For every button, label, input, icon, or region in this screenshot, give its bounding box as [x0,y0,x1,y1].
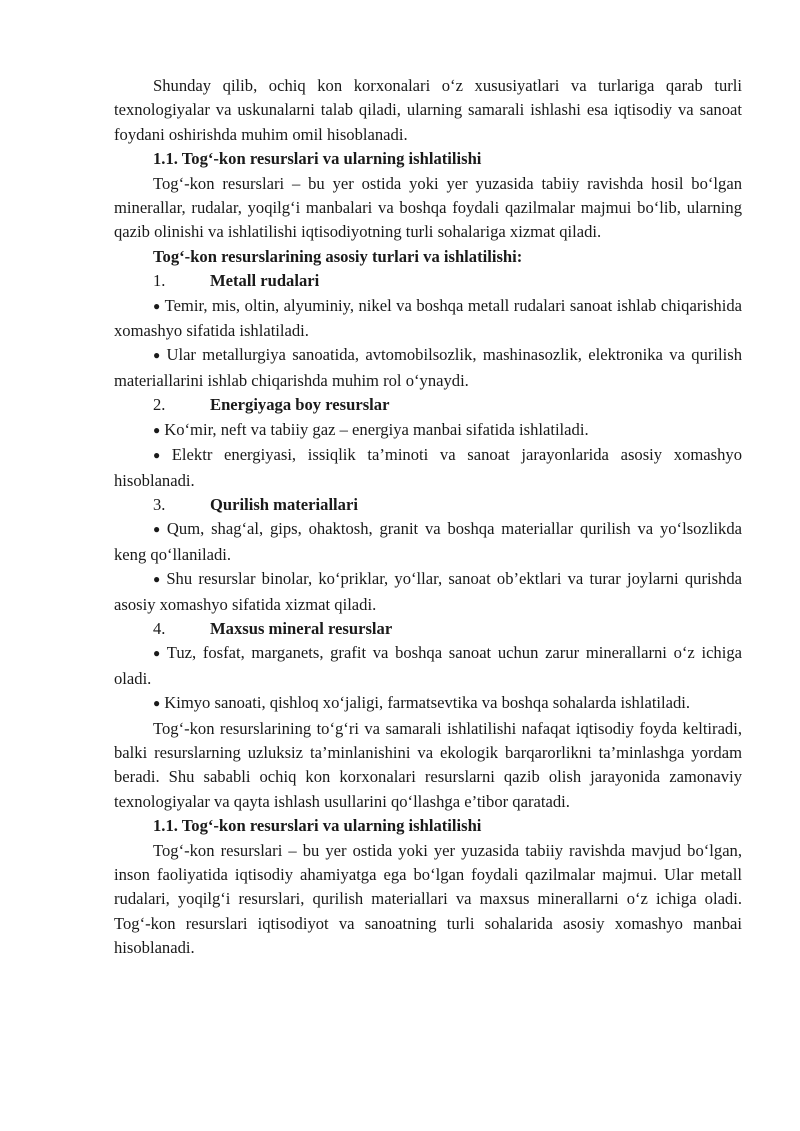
bullet-item [114,294,742,344]
definition-paragraph: Tog‘-kon resurslari – bu yer ostida yoki yer yuzasida tabiiy ravishda hosil bo‘lgan minerallar, rudalar, yoqilg‘i manbalari va boshqa foydali qazilmalar majmui bo‘lib, ularning qazib olinishi va ishlatilishi iqtisodiyotning turli sohalariga xizmat qiladi. [114,173,742,242]
bullet-text: Ular metallurgiya sanoatida, avtomobilsozlik, mashinasozlik, elektronika va qurilish materiallarini ishlab chiqarishda muhim rol o‘ynaydi. [114,345,742,390]
bullet-icon: ● [153,298,161,313]
bullet-text: Elektr energiyasi, issiqlik ta’minoti va sanoat jarayonlarida asosiy xomashyo hisoblanadi. [114,445,742,490]
bullet-text: Qum, shag‘al, gips, ohaktosh, granit va boshqa materiallar qurilish va yo‘lsozlikda keng qo‘llaniladi. [114,519,742,564]
bullet-item [114,443,742,493]
item-title: Metall rudalari [210,271,320,291]
item-title: Maxsus mineral resurslar [210,618,393,638]
bullet-item [114,691,742,716]
types-heading: Tog‘-kon resurslarining asosiy turlari va ishlatilishi: [153,246,523,266]
numbered-heading [153,493,742,517]
bullet-item [114,567,742,617]
bullet-icon: ● [153,696,161,711]
bullet-icon: ● [153,646,163,661]
bullet-text: Tuz, fosfat, marganets, grafit va boshqa sanoat uchun zarur minerallarni o‘z ichiga oladi. [114,643,742,688]
item-title: Qurilish materiallari [210,494,358,514]
bullet-item [114,517,742,567]
bullet-icon: ● [153,422,161,437]
section-heading: 1.1. Tog‘-kon resurslari va ularning ishlatilishi [153,149,482,169]
bullet-text: Temir, mis, oltin, alyuminiy, nikel va boshqa metall rudalari sanoat ishlab chiqarishida xomashyo sifatida ishlatiladi. [114,295,742,341]
bullet-item [114,343,742,393]
conclusion-paragraph: Tog‘-kon resurslarining to‘g‘ri va samarali ishlatilishi nafaqat iqtisodiy foyda keltiradi, balki resurslarning uzluksiz ta’minlanishini va ekologik barqarorlikni ta’minlashga yordam beradi. Shu sababli ochiq kon korxonalari resurslarni qazib olish jarayonida zamonaviy texnologiyalar va qayta ishlash usullarini qo‘llashga e’tibor qaratadi. [114,718,742,811]
bullet-icon: ● [153,348,163,363]
section-heading-repeat: 1.1. Tog‘-kon resurslari va ularning ishlatilishi [153,816,482,836]
item-number: 1. [153,271,166,291]
bullet-text: Shu resurslar binolar, ko‘priklar, yo‘llar, sanoat ob’ektlari va turar joylarni qurishda asosiy xomashyo sifatida xizmat qiladi. [114,569,742,614]
item-number: 3. [153,494,166,514]
item-number: 4. [153,618,166,638]
document-body [114,74,742,961]
final-paragraph: Tog‘-kon resurslari – bu yer ostida yoki yer yuzasida tabiiy ravishda mavjud bo‘lgan, inson faoliyatida iqtisodiy ahamiyatga ega bo‘lgan foydali qazilmalar majmui. Ular metall rudalari, yoqilg‘i resurslari, qurilish materiallari va maxsus minerallarni o‘z ichiga oladi. Tog‘-kon resurslari iqtisodiyot va sanoatning turli sohalarida asosiy xomashyo manbai hisoblanadi. [114,840,742,958]
bullet-icon: ● [153,522,163,537]
numbered-heading [153,393,742,417]
intro-paragraph: Shunday qilib, ochiq kon korxonalari o‘z xususiyatlari va turlariga qarab turli texnologiyalar va uskunalarni talab qiladi, ularning samarali ishlashi esa iqtisodiy va sanoat foydani oshirishda muhim omil hisoblanadi. [114,76,742,144]
numbered-heading [153,269,742,293]
bullet-item [114,641,742,691]
numbered-heading [153,617,742,641]
bullet-icon: ● [153,572,163,587]
item-number: 2. [153,395,166,415]
bullet-item [114,418,742,443]
bullet-text: Kimyo sanoati, qishloq xo‘jaligi, farmatsevtika va boshqa sohalarda ishlatiladi. [164,693,691,713]
item-title: Energiyaga boy resurslar [210,395,390,415]
bullet-text: Ko‘mir, neft va tabiiy gaz – energiya manbai sifatida ishlatiladi. [164,419,589,439]
bullet-icon: ● [153,448,168,463]
